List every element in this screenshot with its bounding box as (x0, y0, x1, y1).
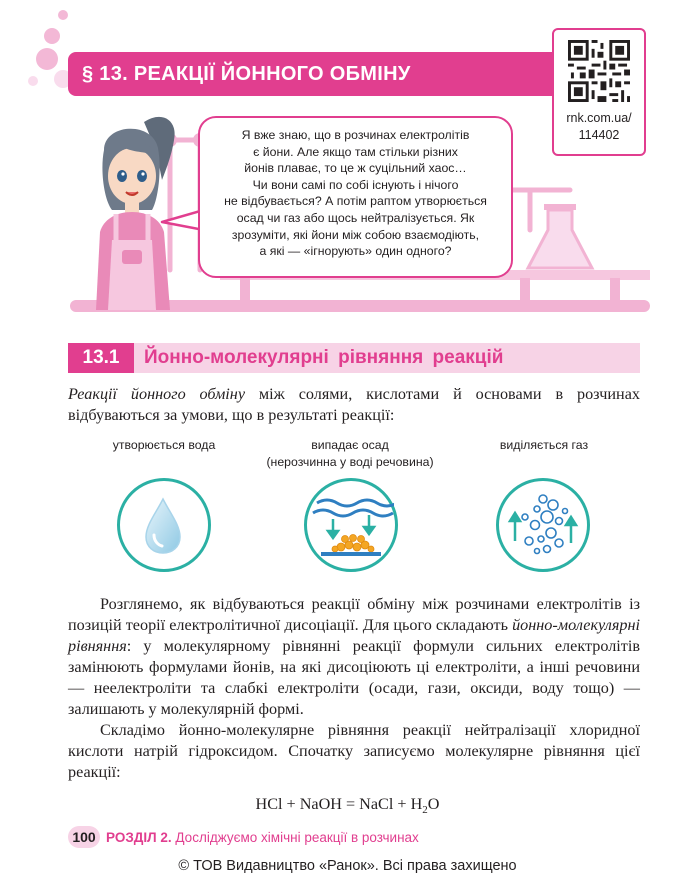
bubble-line: Чи вони самі по собі існують і нічого (252, 177, 459, 192)
chapter-number: РОЗДІЛ 2. (106, 829, 172, 845)
body-paragraph-1 (68, 594, 640, 720)
qr-code-icon (568, 40, 630, 102)
intro-text: між солями, кислотами й основами в розчинах відбуваються за умови, що в результаті реакції: (68, 385, 640, 424)
bubble-line: є йони. Але якщо там стільки різних (253, 144, 458, 159)
decor-bubble (58, 10, 68, 20)
p2-text: Складімо йонно-молекулярне рівняння реакції нейтралізації хлоридної кислоти натрій гідроксидом. Спочатку записуємо молекулярне рівняння цієї реакції: (68, 721, 640, 781)
page-number: 100 (68, 826, 100, 848)
water-drop-icon (120, 481, 207, 568)
equation-subscript: 2 (422, 804, 428, 817)
p1-term: йонно-молекулярні рівняння (68, 616, 640, 655)
chapter-banner (68, 52, 553, 96)
bubble-line: Я вже знаю, що в розчинах електролітів (241, 128, 470, 142)
condition-line: виділяється газ (499, 438, 589, 452)
speech-bubble (198, 116, 513, 278)
condition-line: утворюється вода (112, 438, 216, 452)
section-title: Йонно-молекулярні рівняння реакцій (144, 347, 504, 368)
intro-paragraph (68, 384, 640, 426)
precipitate-circle (304, 478, 398, 572)
gas-bubbles-icon (499, 481, 586, 568)
equation-right: O (427, 795, 440, 813)
section-number: 13.1 (68, 343, 134, 373)
bubble-line: йонів плаває, то це ж суцільний хаос… (244, 161, 467, 176)
equation-left: HCl + NaOH = NaCl + H (255, 795, 423, 813)
chapter-label (106, 830, 419, 845)
bubble-line: не відбувається? А потім раптом утворюється (224, 194, 487, 209)
qr-url-line2: 114402 (578, 128, 620, 142)
p1-end: : у молекулярному рівнянні реакції формули сильних електролітів замінюють формулами йонів, на які дисоціюють ці електроліти, а інші речовини — неелектроліти та слабкі електроліти (осади, гази, оксиди, воду тощо) — залишають у молекулярній формі. (68, 637, 640, 718)
body-paragraph-2 (68, 720, 640, 783)
decor-bubble (28, 76, 38, 86)
bubble-line: зрозуміти, які йони між собою взаємодіють, (231, 227, 480, 242)
molecular-equation (0, 795, 695, 816)
intro-term: Реакції йонного обміну (68, 385, 246, 403)
page-footer (68, 826, 419, 848)
condition-line: випадає осад (311, 438, 389, 452)
chapter-title: Досліджуємо хімічні реакції в розчинах (171, 829, 419, 845)
copyright-notice: © ТОВ Видавництво «Ранок». Всі права захищено (178, 858, 517, 874)
precipitate-icon (307, 481, 394, 568)
decor-bubble (36, 48, 58, 70)
condition-line: (нерозчинна у воді речовина) (266, 455, 434, 469)
condition-label-water (94, 437, 234, 454)
water-circle (117, 478, 211, 572)
qr-url-line1: rnk.com.ua/ (566, 111, 632, 125)
decor-bubble (44, 28, 60, 44)
condition-label-gas (474, 437, 614, 454)
bubble-line: а які — «ігнорують» один одного? (259, 244, 452, 259)
p1-start: Розглянемо, як відбуваються реакції обміну між розчинами електролітів із позицій теорії електролітичної дисоціації. Для цього складають (68, 595, 640, 634)
page-title: § 13. РЕАКЦІЇ ЙОННОГО ОБМІНУ (82, 62, 411, 85)
bubble-line: осад чи газ або щось нейтралізується. Як (236, 210, 475, 225)
condition-label-precipitate (240, 437, 460, 471)
gas-circle (496, 478, 590, 572)
